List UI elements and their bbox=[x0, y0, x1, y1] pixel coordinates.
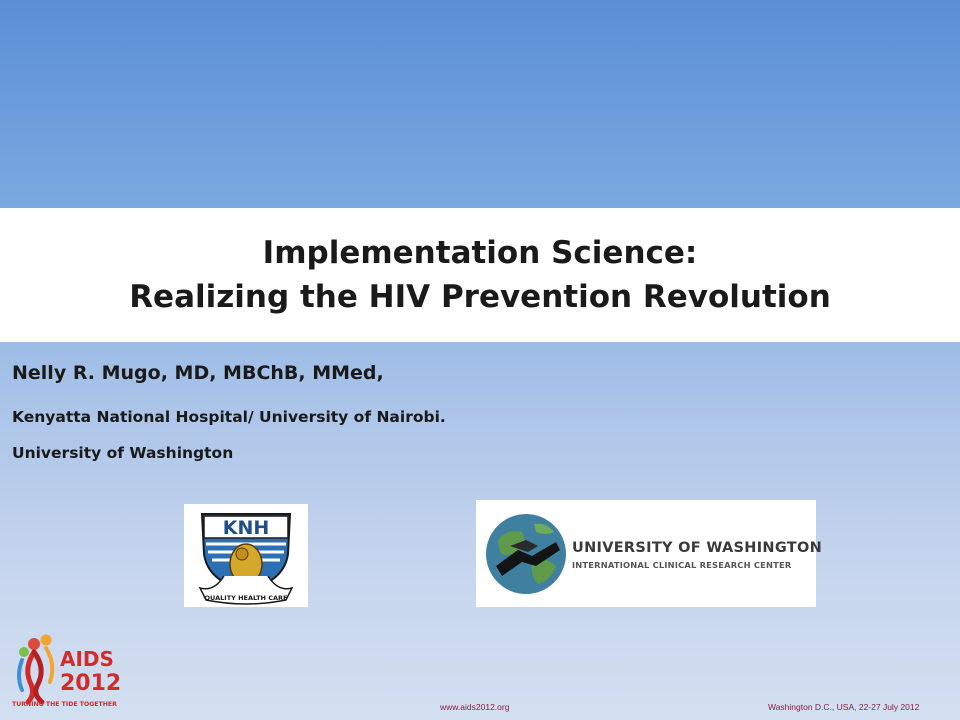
affiliation-2: University of Washington bbox=[12, 444, 234, 462]
title-band bbox=[0, 208, 960, 342]
uw-logo bbox=[476, 500, 823, 607]
knh-motto: QUALITY HEALTH CARE bbox=[204, 594, 288, 602]
aids-year: 2012 bbox=[60, 671, 122, 696]
affiliation-1: Kenyatta National Hospital/ University of Nairobi. bbox=[12, 408, 446, 426]
knh-acronym: KNH bbox=[222, 517, 270, 539]
slide-title-line-1: Implementation Science: bbox=[262, 235, 698, 271]
slide-title-line-2: Realizing the HIV Prevention Revolution bbox=[129, 279, 831, 315]
aids-tagline: TURNING THE TIDE TOGETHER bbox=[12, 701, 117, 708]
author-name: Nelly R. Mugo, MD, MBChB, MMed, bbox=[12, 362, 384, 384]
footer-conference: Washington D.C., USA, 22-27 July 2012 bbox=[768, 702, 920, 712]
knh-logo bbox=[184, 504, 308, 607]
uw-subtitle: INTERNATIONAL CLINICAL RESEARCH CENTER bbox=[572, 560, 792, 570]
uw-name: UNIVERSITY OF WASHINGTON bbox=[572, 540, 823, 556]
aids-2012-logo bbox=[10, 628, 140, 710]
red-ribbon-icon bbox=[10, 628, 140, 710]
footer-url[interactable]: www.aids2012.org bbox=[440, 702, 510, 712]
knh-crest-icon bbox=[184, 504, 308, 607]
aids-word: AIDS bbox=[60, 647, 114, 671]
